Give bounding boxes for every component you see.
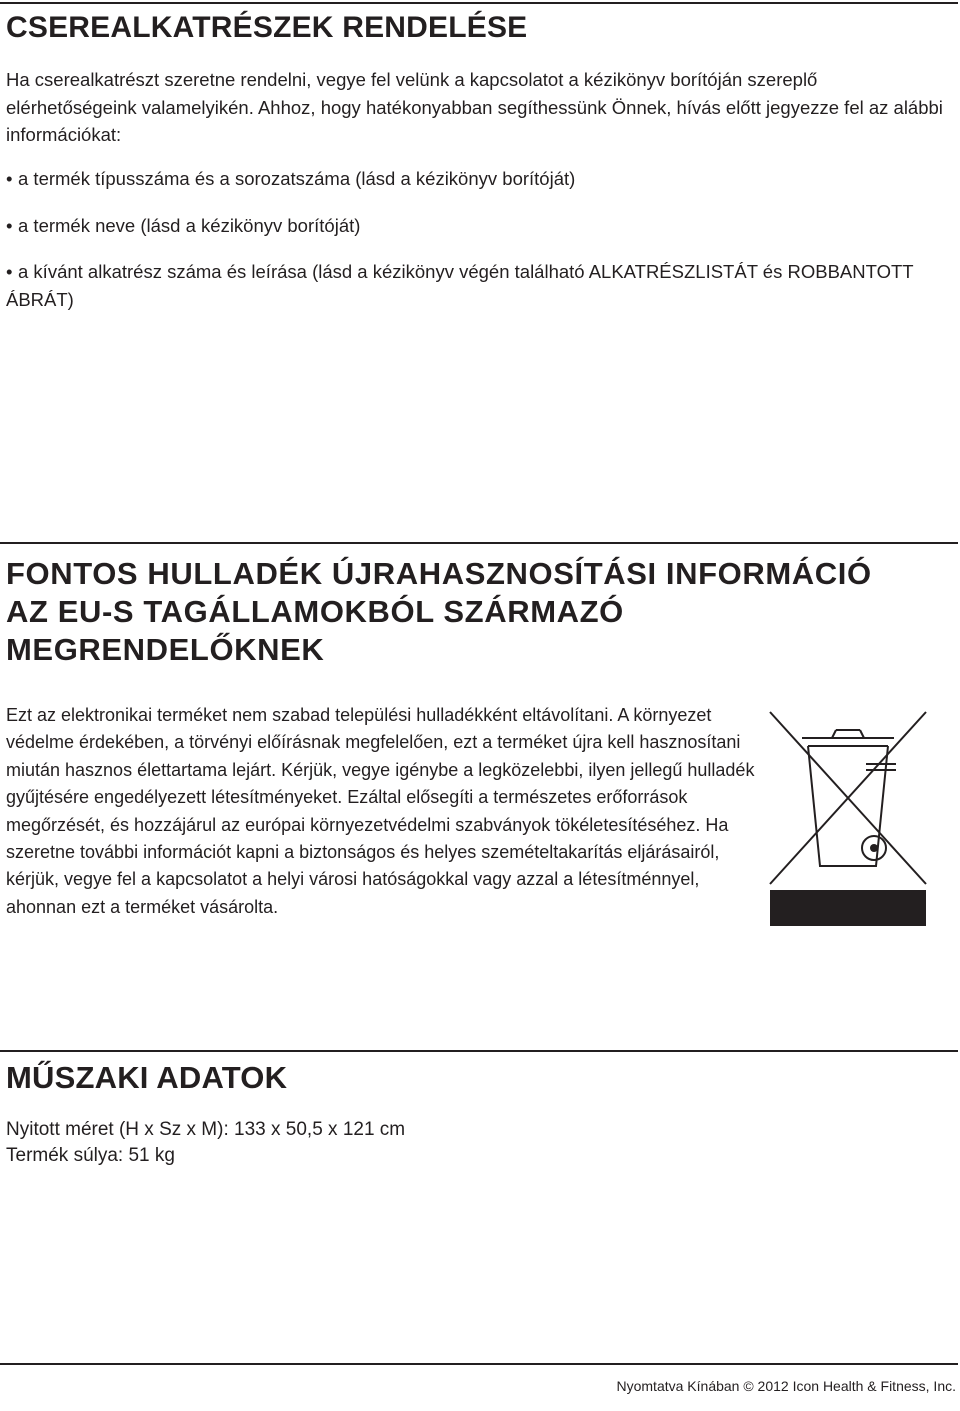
parts-intro: Ha cserealkatrészt szeretne rendelni, vegye fel velünk a kapcsolatot a kézikönyv borítóján szereplő elérhetőségeink valamelyikén. Ahhoz, hogy hatékonyabban segíthessünk Önnek, hívás előtt jegyezze fel az alábbi információkat: [6, 69, 943, 145]
recycling-title: FONTOS HULLADÉK ÚJRAHASZNOSÍTÁSI INFORMÁCIÓ AZ EU-S TAGÁLLAMOKBÓL SZÁRMAZÓ MEGRENDELŐKNEK [6, 556, 872, 667]
bullet-symbol: • [6, 214, 13, 236]
bullet-text: a termék típusszáma és a sorozatszáma (lásd a kézikönyv borítóját) [18, 168, 576, 189]
parts-title: CSEREALKATRÉSZEK RENDELÉSE [6, 11, 528, 44]
bullet-symbol: • [6, 261, 13, 282]
specs-block [6, 1117, 405, 1169]
recycling-text: Ezt az elektronikai terméket nem szabad települési hulladékként eltávolítani. A környezet védelme érdekében, a törvényi előírásnak megfelelően, ezt a terméket újra kell hasznosítani miután hasznos élettartama lejárt. Kérjük, vegye igénybe a legközelebbi, ilyen jellegű hulladék gyűjtésére engedélyezett létesítményeket. Ezáltal elősegíti a természetes erőforrások megőrzését, és hozzájárul az európai környezetvédelmi szabványok tökéletesítéséhez. Ha szeretne további információt kapni a biztonságos és helyes szemételtakarítás eljárásairól, kérjük, vegye fel a kapcsolatot a helyi városi hatóságokkal vagy azzal a létesítménnyel, ahonnan ezt a terméket vásárolta. [6, 705, 755, 917]
top-rule [0, 2, 958, 4]
list-item [6, 212, 946, 240]
specs-title: MŰSZAKI ADATOK [6, 1060, 288, 1095]
crossed-out-wheelie-bin-icon [768, 708, 928, 928]
parts-bullet-list [6, 165, 946, 332]
spec-line: Nyitott méret (H x Sz x M): 133 x 50,5 x 121 cm [6, 1119, 406, 1140]
bullet-text: a termék neve (lásd a kézikönyv borítóját) [18, 214, 361, 236]
bullet-text: a kívánt alkatrész száma és leírása (lásd a kézikönyv végén található ALKATRÉSZLISTÁT és ROBBANTOTT ÁBRÁT) [6, 261, 914, 310]
list-item [6, 258, 946, 313]
spec-line: Termék súlya: 51 kg [6, 1145, 175, 1166]
section-rule [0, 542, 958, 544]
section-rule [0, 1050, 958, 1052]
list-item [6, 165, 946, 193]
bullet-symbol: • [6, 168, 13, 189]
footer-rule [0, 1363, 958, 1365]
footer-text: Nyomtatva Kínában © 2012 Icon Health & Fitness, Inc. [616, 1378, 956, 1394]
